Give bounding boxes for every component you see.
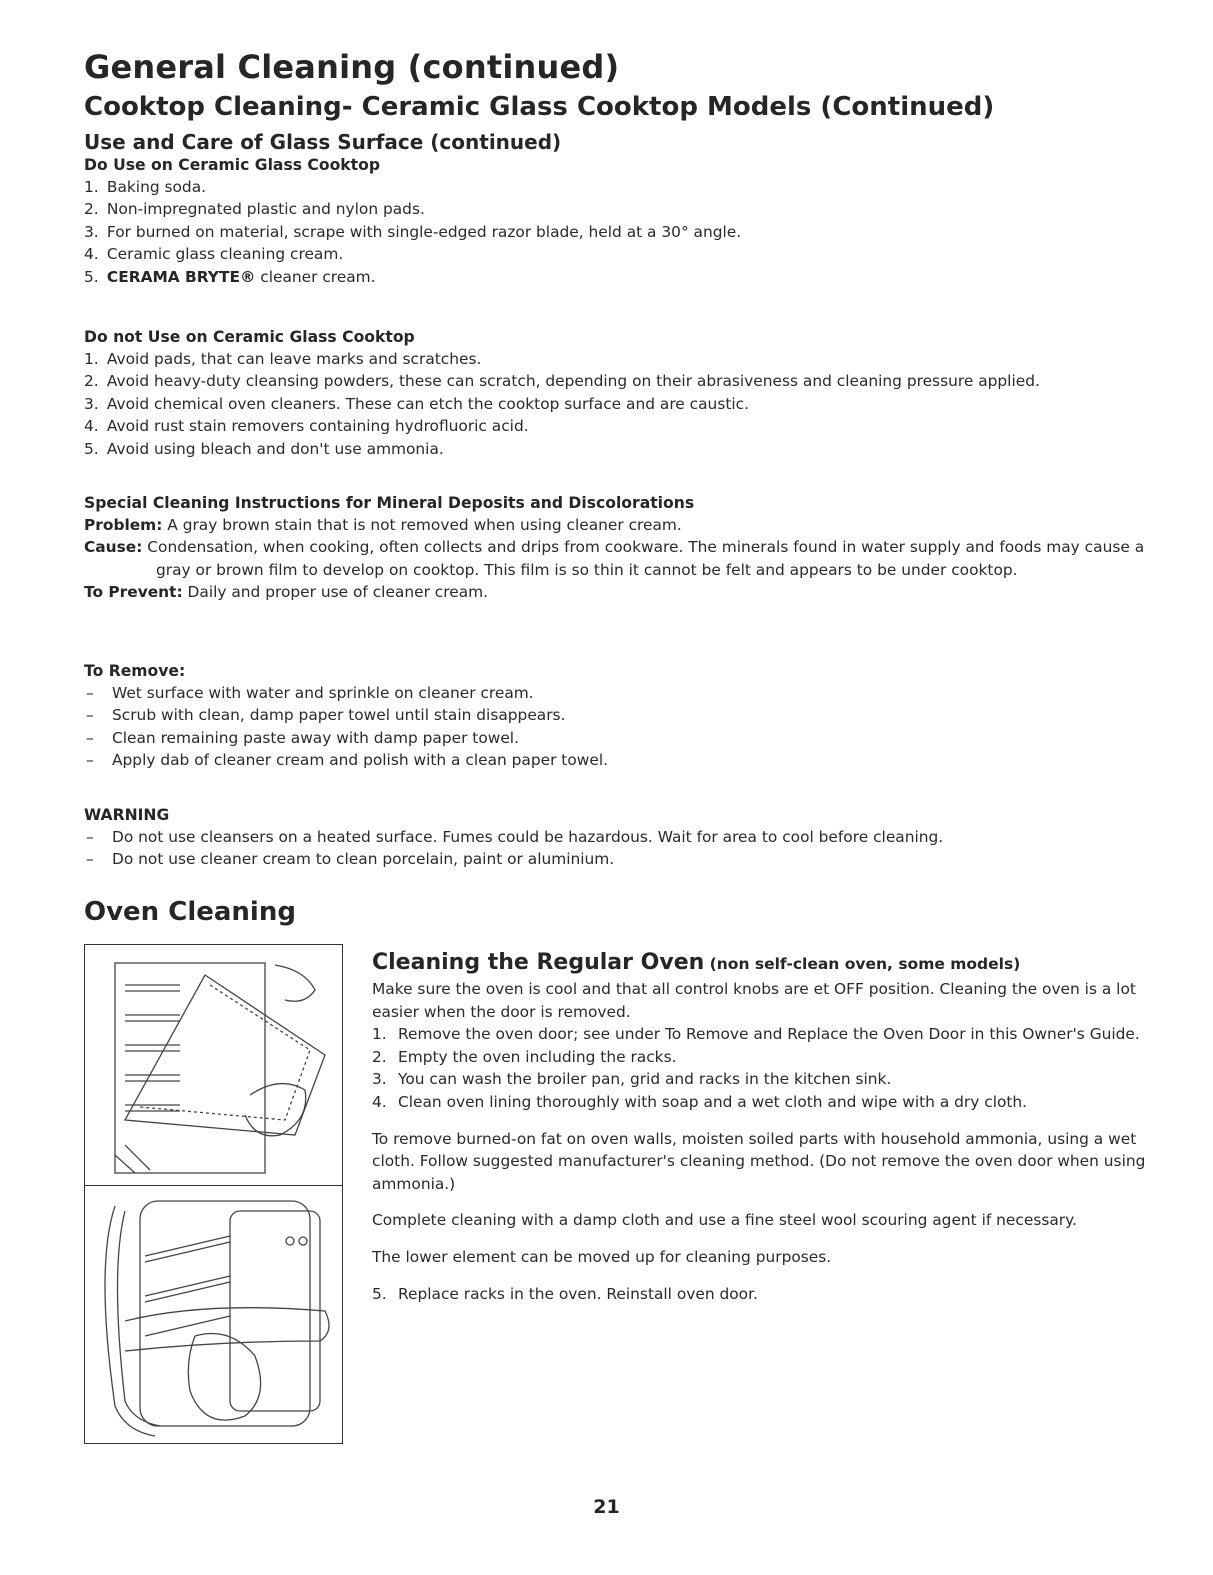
list-item: – Wet surface with water and sprinkle on cleaner cream. <box>86 684 534 702</box>
list-item: 4. Ceramic glass cleaning cream. <box>84 245 344 264</box>
list-item: 5. CERAMA BRYTE® cleaner cream. <box>84 267 376 286</box>
cooktop-subtitle: Cooktop Cleaning- Ceramic Glass Cooktop Models (Continued) <box>84 92 995 122</box>
special-cleaning-heading: Special Cleaning Instructions for Mineral Deposits and Discolorations <box>84 494 695 512</box>
do-use-heading: Do Use on Ceramic Glass Cooktop <box>84 156 381 174</box>
steel-wool-paragraph: Complete cleaning with a damp cloth and use a fine steel wool scouring agent if necessary. <box>372 1211 1077 1230</box>
prevent-text: To Prevent: Daily and proper use of cleaner cream. <box>84 583 489 602</box>
list-item: 5. Avoid using bleach and don't use ammonia. <box>84 439 444 458</box>
door-removal-illustration <box>85 945 342 1185</box>
page-title: General Cleaning (continued) <box>84 48 620 86</box>
regular-oven-section <box>372 949 1152 1305</box>
list-item: 3. You can wash the broiler pan, grid and racks in the kitchen sink. <box>372 1070 892 1089</box>
oven-wiping-illustration <box>85 1186 342 1444</box>
cause-text: Cause: Condensation, when cooking, often collects and drips from cookware. The minerals found in water supply and foods may cause a gray or brown film to develop on cooktop. This film is so thin it cannot be felt and appears to be under cooktop. <box>84 538 1145 579</box>
problem-text: Problem: A gray brown stain that is not removed when using cleaner cream. <box>84 516 682 534</box>
list-item: 1. Baking soda. <box>84 178 207 196</box>
to-remove-section <box>84 660 1154 772</box>
to-remove-list <box>84 682 1154 772</box>
oven-intro: Make sure the oven is cool and that all control knobs are et OFF position. Cleaning the oven is a lot easier when the door is removed. <box>372 980 1136 1021</box>
do-use-list <box>84 176 1154 288</box>
warning-list <box>84 826 1154 871</box>
list-item: – Clean remaining paste away with damp paper towel. <box>86 728 519 747</box>
list-item: 4. Clean oven lining thoroughly with soap and a wet cloth and wipe with a dry cloth. <box>372 1092 1028 1111</box>
do-not-use-list <box>84 348 1154 460</box>
page-number: 21 <box>593 1496 620 1518</box>
lower-element-paragraph: The lower element can be moved up for cleaning purposes. <box>372 1247 832 1266</box>
oven-illustration <box>84 944 343 1444</box>
list-item: 5. Replace racks in the oven. Reinstall oven door. <box>372 1284 758 1303</box>
list-item: 3. For burned on material, scrape with single-edged razor blade, held at a 30° angle. <box>84 222 742 241</box>
list-item: 2. Non-impregnated plastic and nylon pads. <box>84 200 425 219</box>
regular-oven-heading: Cleaning the Regular Oven (non self-clean oven, some models) <box>372 950 1021 975</box>
list-item: 4. Avoid rust stain removers containing hydrofluoric acid. <box>84 417 529 436</box>
do-use-section <box>84 154 1154 288</box>
list-item: – Scrub with clean, damp paper towel until stain disappears. <box>86 706 566 725</box>
warning-section <box>84 804 1154 871</box>
do-not-use-heading: Do not Use on Ceramic Glass Cooktop <box>84 328 415 346</box>
list-item: 1. Remove the oven door; see under To Remove and Replace the Oven Door in this Owner's Guide. <box>372 1025 1140 1044</box>
warning-heading: WARNING <box>84 806 170 824</box>
special-cleaning-section <box>84 492 1154 604</box>
ammonia-paragraph: To remove burned-on fat on oven walls, moisten soiled parts with household ammonia, using a wet cloth. Follow suggested manufacturer's cleaning method. (Do not remove the oven door when using ammonia.) <box>372 1129 1146 1193</box>
list-item: – Apply dab of cleaner cream and polish with a clean paper towel. <box>86 751 608 770</box>
oven-cleaning-title: Oven Cleaning <box>84 897 296 927</box>
list-item: 2. Avoid heavy-duty cleansing powders, these can scratch, depending on their abrasiveness and cleaning pressure applied. <box>84 372 1040 391</box>
use-care-heading: Use and Care of Glass Surface (continued) <box>84 130 562 154</box>
list-item: 2. Empty the oven including the racks. <box>372 1047 677 1066</box>
list-item: 3. Avoid chemical oven cleaners. These can etch the cooktop surface and are caustic. <box>84 394 749 413</box>
to-remove-heading: To Remove: <box>84 662 186 680</box>
list-item: 1. Avoid pads, that can leave marks and scratches. <box>84 350 482 368</box>
do-not-use-section <box>84 326 1154 460</box>
list-item: – Do not use cleaner cream to clean porcelain, paint or aluminium. <box>86 850 615 869</box>
list-item: – Do not use cleansers on a heated surface. Fumes could be hazardous. Wait for area to cool before cleaning. <box>86 828 944 846</box>
